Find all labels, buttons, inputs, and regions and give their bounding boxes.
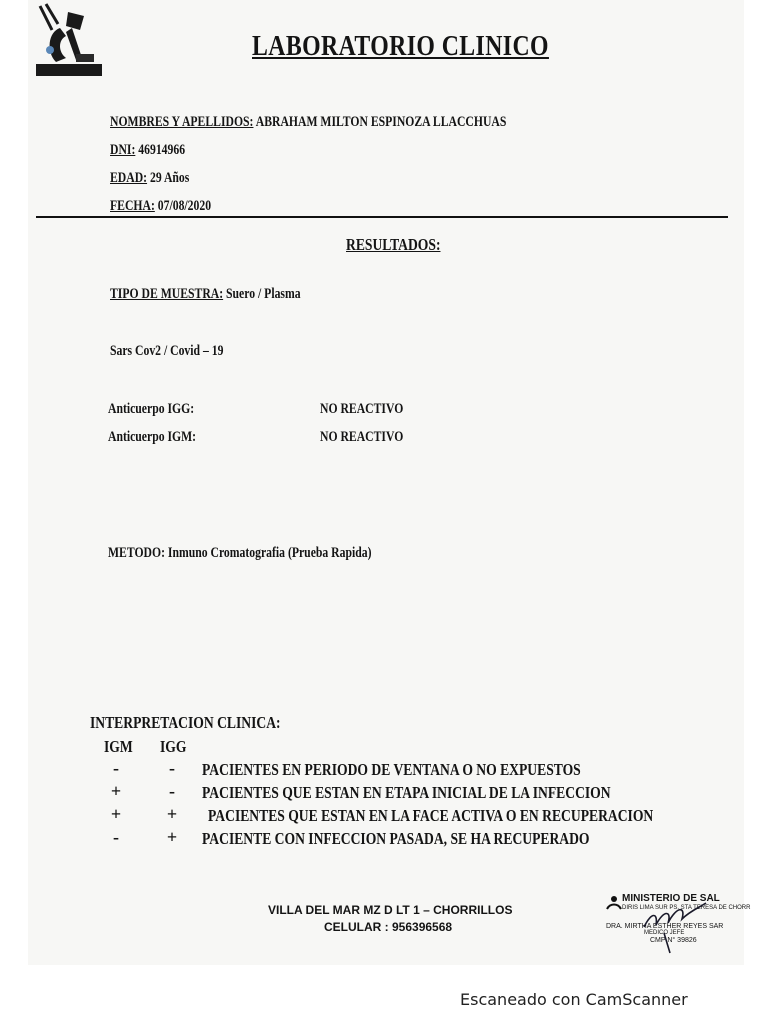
method-text: METODO: Inmuno Cromatografia (Prueba Rapida)	[108, 545, 372, 561]
test-name: Sars Cov2 / Covid – 19	[110, 343, 224, 359]
patient-name-row	[110, 114, 506, 131]
row4-text: PACIENTE CON INFECCION PASADA, SE HA RECUPERADO	[202, 829, 590, 848]
date-label: FECHA:	[110, 198, 155, 214]
row2-igg: -	[169, 781, 175, 801]
interpretation-heading: INTERPRETACION CLINICA:	[90, 713, 281, 732]
results-heading: RESULTADOS:	[346, 235, 441, 254]
name-value: ABRAHAM MILTON ESPINOZA LLACCHUAS	[255, 114, 507, 130]
document-title: LABORATORIO CLINICO	[252, 30, 549, 62]
row3-text: PACIENTES QUE ESTAN EN LA FACE ACTIVA O EN RECUPERACION	[208, 806, 654, 825]
row1-igg: -	[169, 758, 175, 778]
row2-text: PACIENTES QUE ESTAN EN ETAPA INICIAL DE LA INFECCION	[202, 783, 611, 802]
footer-phone: CELULAR : 956396568	[324, 920, 453, 934]
result-igg-value: NO REACTIVO	[320, 401, 404, 417]
age-value: 29 Años	[149, 170, 190, 186]
col-igg-header: IGG	[160, 737, 187, 756]
col-igm-header: IGM	[104, 737, 133, 756]
row1-igm: -	[113, 758, 119, 778]
sample-value: Suero / Plasma	[226, 286, 301, 302]
dni-label: DNI:	[110, 142, 136, 158]
sample-row	[110, 286, 301, 303]
row1-text: PACIENTES EN PERIODO DE VENTANA O NO EXPUESTOS	[202, 760, 581, 779]
name-label: NOMBRES Y APELLIDOS:	[110, 114, 254, 130]
sample-label: TIPO DE MUESTRA:	[110, 286, 224, 302]
stamp-line-2: DIRIS LIMA SUR PS. STA TERESA DE CHORR	[622, 905, 751, 911]
scanner-watermark: Escaneado con CamScanner	[460, 990, 688, 1009]
row3-igm: +	[110, 804, 122, 824]
lab-logo-icon	[36, 2, 102, 82]
date-value: 07/08/2020	[157, 198, 212, 214]
row2-igm: +	[110, 781, 122, 801]
doctor-stamp	[604, 893, 751, 955]
row3-igg: +	[166, 804, 178, 824]
patient-age-row	[110, 170, 189, 187]
result-igm-value: NO REACTIVO	[320, 429, 404, 445]
handwritten-signature-icon	[634, 893, 724, 955]
header-divider	[36, 216, 728, 218]
stamp-line-3: DRA. MIRTHA ESTHER REYES SAR	[606, 923, 724, 930]
age-label: EDAD:	[110, 170, 148, 186]
stamp-line-4: MEDICO JEFE	[644, 930, 685, 936]
row4-igg: +	[166, 827, 178, 847]
result-igm-label: Anticuerpo IGM:	[108, 429, 197, 445]
row4-igm: -	[113, 827, 119, 847]
stamp-line-1: MINISTERIO DE SAL	[622, 893, 720, 904]
footer-address: VILLA DEL MAR MZ D LT 1 – CHORRILLOS	[268, 903, 513, 917]
dni-value: 46914966	[138, 142, 186, 158]
stamp-line-5: CMP N° 39826	[650, 937, 697, 944]
patient-dni-row	[110, 142, 185, 159]
ministry-emblem-icon	[606, 895, 622, 911]
result-igg-label: Anticuerpo IGG:	[108, 401, 195, 417]
patient-date-row	[110, 198, 211, 215]
